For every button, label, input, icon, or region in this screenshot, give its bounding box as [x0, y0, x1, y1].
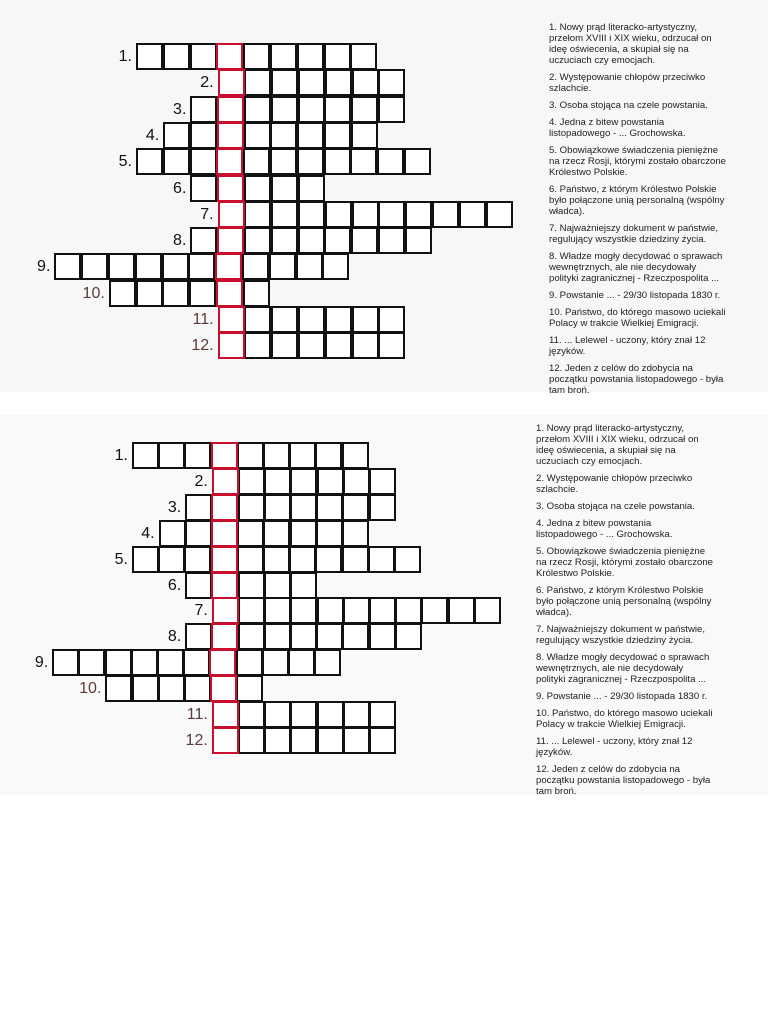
crossword-cell[interactable] — [135, 253, 162, 280]
crossword-cell[interactable] — [162, 253, 189, 280]
crossword-cell[interactable] — [325, 69, 352, 96]
crossword-cell[interactable] — [244, 122, 271, 149]
crossword-cell[interactable] — [290, 701, 317, 728]
crossword-cell[interactable] — [290, 623, 317, 650]
crossword-cell[interactable] — [395, 623, 422, 650]
crossword-row — [136, 43, 381, 70]
crossword-cell[interactable] — [342, 623, 369, 650]
crossword-cell[interactable] — [369, 701, 396, 728]
crossword-row — [132, 546, 425, 573]
crossword-cell[interactable] — [242, 253, 269, 280]
crossword-cell[interactable] — [184, 546, 211, 573]
crossword-cell[interactable] — [185, 520, 212, 547]
clue-text: 5. Obowiązkowe świadczenia pieniężne na rzecz Rosji, którymi zostało obarczone Królestwo Polskie. — [549, 145, 727, 178]
clue-text: 11. ... Lelewel - uczony, który znał 12 języków. — [536, 736, 693, 758]
crossword-cell[interactable] — [270, 43, 297, 70]
row-number-label: 6. — [167, 576, 182, 594]
crossword-cell[interactable] — [474, 597, 501, 624]
crossword-key-cell[interactable] — [218, 201, 245, 228]
crossword-cell[interactable] — [343, 701, 370, 728]
crossword-cell[interactable] — [238, 623, 265, 650]
crossword-cell[interactable] — [298, 227, 325, 254]
crossword-row — [163, 122, 381, 149]
clue-text: 1. Nowy prąd literacko-artystyczny, przełom XVIII i XIX wieku, odrzucał on ideę oświecenia, a skupiał się na uczuciach czy emocjach. — [536, 423, 699, 467]
crossword-cell[interactable] — [264, 597, 291, 624]
crossword-cell[interactable] — [369, 623, 396, 650]
crossword-cell[interactable] — [350, 43, 377, 70]
crossword-cell[interactable] — [369, 727, 396, 754]
crossword-cell[interactable] — [238, 468, 265, 495]
crossword-cell[interactable] — [325, 306, 352, 333]
crossword-cell[interactable] — [158, 675, 185, 702]
crossword-cell[interactable] — [131, 649, 158, 676]
crossword-cell[interactable] — [448, 597, 475, 624]
crossword-cell[interactable] — [343, 727, 370, 754]
crossword-cell[interactable] — [342, 546, 369, 573]
row-number-label: 4. — [141, 524, 155, 542]
clue-text: 2. Występowanie chłopów przeciwko szlachcie. — [549, 72, 706, 94]
crossword-cell[interactable] — [163, 43, 190, 70]
crossword-cell[interactable] — [264, 623, 291, 650]
crossword-cell[interactable] — [238, 727, 265, 754]
row-number-label: 12. — [185, 731, 208, 749]
row-number-label: 5. — [118, 153, 132, 171]
clue-text: 6. Państwo, z którym Królestwo Polskie było połączone unią personalną (wspólny władca). — [536, 585, 712, 618]
crossword-row — [212, 727, 398, 754]
clue-text: 4. Jedna z bitew powstania listopadowego - ... Grochowska. — [536, 518, 673, 540]
crossword-cell[interactable] — [315, 442, 342, 469]
crossword-cell[interactable] — [190, 43, 217, 70]
row-number-label: 6. — [173, 179, 187, 197]
crossword-key-cell[interactable] — [211, 442, 238, 469]
crossword-row — [212, 468, 398, 495]
crossword-cell[interactable] — [243, 280, 270, 307]
crossword-row — [218, 332, 408, 359]
crossword-cell[interactable] — [271, 306, 298, 333]
clue-text: 9. Powstanie ... - 29/30 listopada 1830 r. — [549, 290, 721, 301]
crossword-cell[interactable] — [369, 468, 396, 495]
crossword-key-cell[interactable] — [211, 520, 238, 547]
crossword-cell[interactable] — [270, 122, 297, 149]
crossword-panel-top — [0, 0, 768, 396]
crossword-cell[interactable] — [289, 442, 316, 469]
crossword-cell[interactable] — [298, 201, 325, 228]
crossword-cell[interactable] — [378, 332, 405, 359]
crossword-row — [218, 306, 408, 333]
crossword-key-cell[interactable] — [218, 306, 245, 333]
row-number-label: 12. — [191, 337, 214, 355]
crossword-key-cell[interactable] — [211, 623, 238, 650]
crossword-cell[interactable] — [185, 494, 212, 521]
crossword-cell[interactable] — [486, 201, 513, 228]
row-number-label: 7. — [194, 602, 208, 620]
crossword-cell[interactable] — [395, 597, 422, 624]
crossword-cell[interactable] — [163, 148, 190, 175]
crossword-cell[interactable] — [378, 227, 405, 254]
crossword-key-cell[interactable] — [217, 175, 244, 202]
crossword-cell[interactable] — [105, 675, 132, 702]
crossword-cell[interactable] — [132, 546, 159, 573]
clue-text: 10. Państwo, do którego masowo uciekali Polacy w trakcie Wielkiej Emigracji. — [549, 307, 726, 329]
crossword-cell[interactable] — [185, 572, 212, 599]
crossword-cell[interactable] — [236, 675, 263, 702]
clue-text: 1. Nowy prąd literacko-artystyczny, przełom XVIII i XIX wieku, odrzucał on ideę oświecenia, a skupiał się na uczuciach czy emocjach. — [549, 22, 712, 66]
crossword-cell[interactable] — [244, 227, 271, 254]
row-number-label: 7. — [200, 205, 214, 223]
crossword-cell[interactable] — [350, 148, 377, 175]
crossword-cell[interactable] — [238, 494, 265, 521]
crossword-key-cell[interactable] — [217, 96, 244, 123]
crossword-row — [212, 701, 398, 728]
clue-text: 9. Powstanie ... - 29/30 listopada 1830 r. — [536, 691, 708, 702]
crossword-cell[interactable] — [237, 520, 264, 547]
crossword-cell[interactable] — [317, 468, 344, 495]
crossword-cell[interactable] — [244, 96, 271, 123]
row-number-label: 2. — [200, 74, 214, 92]
crossword-cell[interactable] — [290, 520, 317, 547]
crossword-cell[interactable] — [296, 253, 323, 280]
crossword-cell[interactable] — [369, 597, 396, 624]
crossword-cell[interactable] — [271, 332, 298, 359]
row-number-label: 1. — [118, 48, 132, 65]
clue-text: 2. Występowanie chłopów przeciwko szlachcie. — [536, 473, 693, 495]
crossword-cell[interactable] — [378, 201, 405, 228]
crossword-cell[interactable] — [271, 201, 298, 228]
crossword-cell[interactable] — [108, 253, 135, 280]
crossword-cell[interactable] — [351, 96, 378, 123]
crossword-cell[interactable] — [244, 201, 271, 228]
crossword-cell[interactable] — [324, 227, 351, 254]
crossword-cell[interactable] — [158, 546, 185, 573]
crossword-cell[interactable] — [243, 148, 270, 175]
row-number-label: 11. — [192, 311, 214, 328]
crossword-cell[interactable] — [263, 442, 290, 469]
crossword-cell[interactable] — [317, 727, 344, 754]
crossword-cell[interactable] — [298, 175, 325, 202]
crossword-cell[interactable] — [271, 175, 298, 202]
clue-text: 8. Władze mogły decydować o sprawach wewnętrznych, ale nie decydowały polityki zagranicznej - Rzeczpospolita ... — [549, 251, 723, 284]
crossword-cell[interactable] — [343, 597, 370, 624]
crossword-key-cell[interactable] — [216, 280, 243, 307]
crossword-row — [132, 442, 371, 469]
crossword-cell[interactable] — [342, 520, 369, 547]
crossword-cell[interactable] — [185, 623, 212, 650]
crossword-cell[interactable] — [105, 649, 132, 676]
crossword-key-cell[interactable] — [217, 227, 244, 254]
crossword-cell[interactable] — [132, 442, 159, 469]
crossword-cell[interactable] — [342, 494, 369, 521]
crossword-cell[interactable] — [244, 332, 271, 359]
row-number-label: 10. — [79, 680, 102, 698]
crossword-cell[interactable] — [271, 96, 298, 123]
crossword-cell[interactable] — [405, 201, 432, 228]
row-number-label: 2. — [194, 472, 208, 490]
crossword-cell[interactable] — [136, 148, 163, 175]
crossword-cell[interactable] — [271, 69, 298, 96]
clue-text: 12. Jeden z celów do zdobycia na początku powstania listopadowego - była tam broń. — [549, 363, 724, 396]
clue-text: 6. Państwo, z którym Królestwo Polskie było połączone unią personalną (wspólny władca). — [549, 184, 725, 217]
clue-list-top — [549, 22, 759, 402]
crossword-cell[interactable] — [351, 122, 378, 149]
crossword-cell[interactable] — [136, 280, 163, 307]
crossword-cell[interactable] — [297, 43, 324, 70]
clue-text: 7. Najważniejszy dokument w państwie, regulujący wszystkie dziedziny życia. — [549, 223, 719, 245]
crossword-cell[interactable] — [352, 332, 379, 359]
crossword-cell[interactable] — [317, 701, 344, 728]
crossword-row — [136, 148, 435, 175]
crossword-cell[interactable] — [298, 69, 325, 96]
crossword-cell[interactable] — [238, 572, 265, 599]
crossword-cell[interactable] — [432, 201, 459, 228]
crossword-cell[interactable] — [270, 148, 297, 175]
crossword-cell[interactable] — [238, 701, 265, 728]
crossword-cell[interactable] — [188, 253, 215, 280]
clue-list-bottom — [536, 423, 746, 803]
crossword-cell[interactable] — [343, 468, 370, 495]
crossword-cell[interactable] — [237, 442, 264, 469]
crossword-panel-bottom — [0, 415, 768, 795]
clue-text: 7. Najważniejszy dokument w państwie, regulujący wszystkie dziedziny życia. — [536, 624, 706, 646]
row-number-label: 8. — [167, 628, 182, 646]
row-number-label: 11. — [186, 706, 208, 723]
crossword-cell[interactable] — [243, 43, 270, 70]
crossword-cell[interactable] — [322, 253, 349, 280]
crossword-cell[interactable] — [298, 96, 325, 123]
crossword-cell[interactable] — [325, 201, 352, 228]
row-number-label: 8. — [173, 232, 187, 250]
crossword-cell[interactable] — [189, 280, 216, 307]
crossword-cell[interactable] — [136, 43, 163, 70]
crossword-cell[interactable] — [352, 69, 379, 96]
crossword-cell[interactable] — [264, 494, 291, 521]
crossword-key-cell[interactable] — [212, 597, 239, 624]
crossword-key-cell[interactable] — [218, 69, 245, 96]
crossword-cell[interactable] — [190, 96, 217, 123]
crossword-cell[interactable] — [342, 442, 369, 469]
crossword-cell[interactable] — [368, 546, 395, 573]
crossword-cell[interactable] — [263, 520, 290, 547]
crossword-row — [52, 649, 345, 676]
crossword-cell[interactable] — [81, 253, 108, 280]
crossword-cell[interactable] — [297, 148, 324, 175]
crossword-cell[interactable] — [290, 727, 317, 754]
crossword-cell[interactable] — [244, 69, 271, 96]
crossword-cell[interactable] — [404, 148, 431, 175]
crossword-key-cell[interactable] — [211, 572, 238, 599]
clue-text: 10. Państwo, do którego masowo uciekali Polacy w trakcie Wielkiej Emigracji. — [536, 708, 713, 730]
crossword-row — [190, 96, 408, 123]
clue-text: 3. Osoba stojąca na czele powstania. — [549, 100, 708, 111]
crossword-cell[interactable] — [264, 572, 291, 599]
row-number-label: 4. — [145, 126, 160, 144]
crossword-cell[interactable] — [264, 727, 291, 754]
crossword-row — [190, 227, 435, 254]
crossword-row — [185, 494, 398, 521]
crossword-row — [105, 675, 265, 702]
crossword-cell[interactable] — [315, 546, 342, 573]
crossword-key-cell[interactable] — [216, 43, 243, 70]
clue-text: 11. ... Lelewel - uczony, który znał 12 języków. — [549, 335, 706, 357]
crossword-cell[interactable] — [369, 494, 396, 521]
crossword-cell[interactable] — [352, 201, 379, 228]
row-number-label: 3. — [173, 100, 187, 118]
crossword-cell[interactable] — [290, 494, 317, 521]
crossword-key-cell[interactable] — [211, 546, 238, 573]
crossword-cell[interactable] — [163, 122, 190, 149]
crossword-cell[interactable] — [190, 148, 217, 175]
clue-text: 8. Władze mogły decydować o sprawach wewnętrznych, ale nie decydowały polityki zagranicznej - Rzeczpospolita ... — [536, 652, 710, 685]
crossword-cell[interactable] — [394, 546, 421, 573]
crossword-cell[interactable] — [377, 148, 404, 175]
crossword-key-cell[interactable] — [212, 468, 239, 495]
crossword-cell[interactable] — [184, 675, 211, 702]
crossword-cell[interactable] — [378, 69, 405, 96]
crossword-row — [185, 572, 318, 599]
crossword-cell[interactable] — [162, 280, 189, 307]
crossword-cell[interactable] — [159, 520, 186, 547]
crossword-row — [218, 201, 517, 228]
row-number-label: 3. — [167, 498, 182, 516]
crossword-cell[interactable] — [317, 597, 344, 624]
crossword-key-cell[interactable] — [211, 494, 238, 521]
crossword-cell[interactable] — [351, 227, 378, 254]
crossword-row — [218, 69, 408, 96]
crossword-cell[interactable] — [324, 43, 351, 70]
crossword-cell[interactable] — [190, 227, 217, 254]
clue-text: 5. Obowiązkowe świadczenia pieniężne na rzecz Rosji, którymi zostało obarczone Królestwo Polskie. — [536, 546, 714, 579]
crossword-cell[interactable] — [289, 546, 316, 573]
crossword-cell[interactable] — [378, 96, 405, 123]
crossword-cell[interactable] — [298, 332, 325, 359]
crossword-cell[interactable] — [316, 520, 343, 547]
crossword-key-cell[interactable] — [209, 649, 236, 676]
crossword-cell[interactable] — [316, 623, 343, 650]
crossword-cell[interactable] — [324, 96, 351, 123]
crossword-cell[interactable] — [290, 468, 317, 495]
row-number-label: 5. — [114, 550, 128, 568]
crossword-cell[interactable] — [157, 649, 184, 676]
crossword-cell[interactable] — [264, 468, 291, 495]
crossword-cell[interactable] — [314, 649, 341, 676]
crossword-row — [185, 623, 424, 650]
row-number-label: 9. — [37, 258, 51, 276]
crossword-cell[interactable] — [316, 494, 343, 521]
crossword-cell[interactable] — [297, 122, 324, 149]
crossword-cell[interactable] — [271, 227, 298, 254]
row-number-label: 10. — [82, 284, 105, 302]
crossword-cell[interactable] — [325, 332, 352, 359]
crossword-cell[interactable] — [237, 546, 264, 573]
crossword-cell[interactable] — [290, 597, 317, 624]
crossword-cell[interactable] — [236, 649, 263, 676]
crossword-row — [109, 280, 272, 307]
crossword-cell[interactable] — [52, 649, 79, 676]
crossword-row — [212, 597, 505, 624]
crossword-cell[interactable] — [324, 148, 351, 175]
crossword-cell[interactable] — [263, 546, 290, 573]
crossword-cell[interactable] — [190, 175, 217, 202]
crossword-cell[interactable] — [54, 253, 81, 280]
crossword-key-cell[interactable] — [212, 701, 239, 728]
clue-text: 12. Jeden z celów do zdobycia na początku powstania listopadowego - była tam broń. — [536, 764, 711, 797]
crossword-row — [190, 175, 326, 202]
crossword-cell[interactable] — [298, 306, 325, 333]
crossword-cell[interactable] — [459, 201, 486, 228]
crossword-cell[interactable] — [264, 701, 291, 728]
crossword-cell[interactable] — [244, 175, 271, 202]
crossword-cell[interactable] — [158, 442, 185, 469]
crossword-cell[interactable] — [290, 572, 317, 599]
crossword-cell[interactable] — [109, 280, 136, 307]
row-number-label: 1. — [114, 447, 128, 464]
crossword-key-cell[interactable] — [212, 727, 239, 754]
crossword-cell[interactable] — [244, 306, 271, 333]
clue-text: 4. Jedna z bitew powstania listopadowego - ... Grochowska. — [549, 117, 686, 139]
crossword-cell[interactable] — [288, 649, 315, 676]
clue-text: 3. Osoba stojąca na czele powstania. — [536, 501, 695, 512]
crossword-cell[interactable] — [184, 442, 211, 469]
crossword-cell[interactable] — [262, 649, 289, 676]
crossword-cell[interactable] — [238, 597, 265, 624]
crossword-key-cell[interactable] — [217, 122, 244, 149]
crossword-row — [54, 253, 353, 280]
crossword-cell[interactable] — [183, 649, 210, 676]
crossword-key-cell[interactable] — [210, 675, 237, 702]
crossword-cell[interactable] — [352, 306, 379, 333]
crossword-key-cell[interactable] — [216, 148, 243, 175]
crossword-cell[interactable] — [421, 597, 448, 624]
crossword-cell[interactable] — [324, 122, 351, 149]
crossword-cell[interactable] — [405, 227, 432, 254]
crossword-cell[interactable] — [78, 649, 105, 676]
crossword-key-cell[interactable] — [215, 253, 242, 280]
crossword-cell[interactable] — [378, 306, 405, 333]
crossword-cell[interactable] — [190, 122, 217, 149]
crossword-cell[interactable] — [269, 253, 296, 280]
crossword-cell[interactable] — [132, 675, 159, 702]
crossword-row — [159, 520, 372, 547]
row-number-label: 9. — [34, 654, 49, 672]
crossword-key-cell[interactable] — [218, 332, 245, 359]
